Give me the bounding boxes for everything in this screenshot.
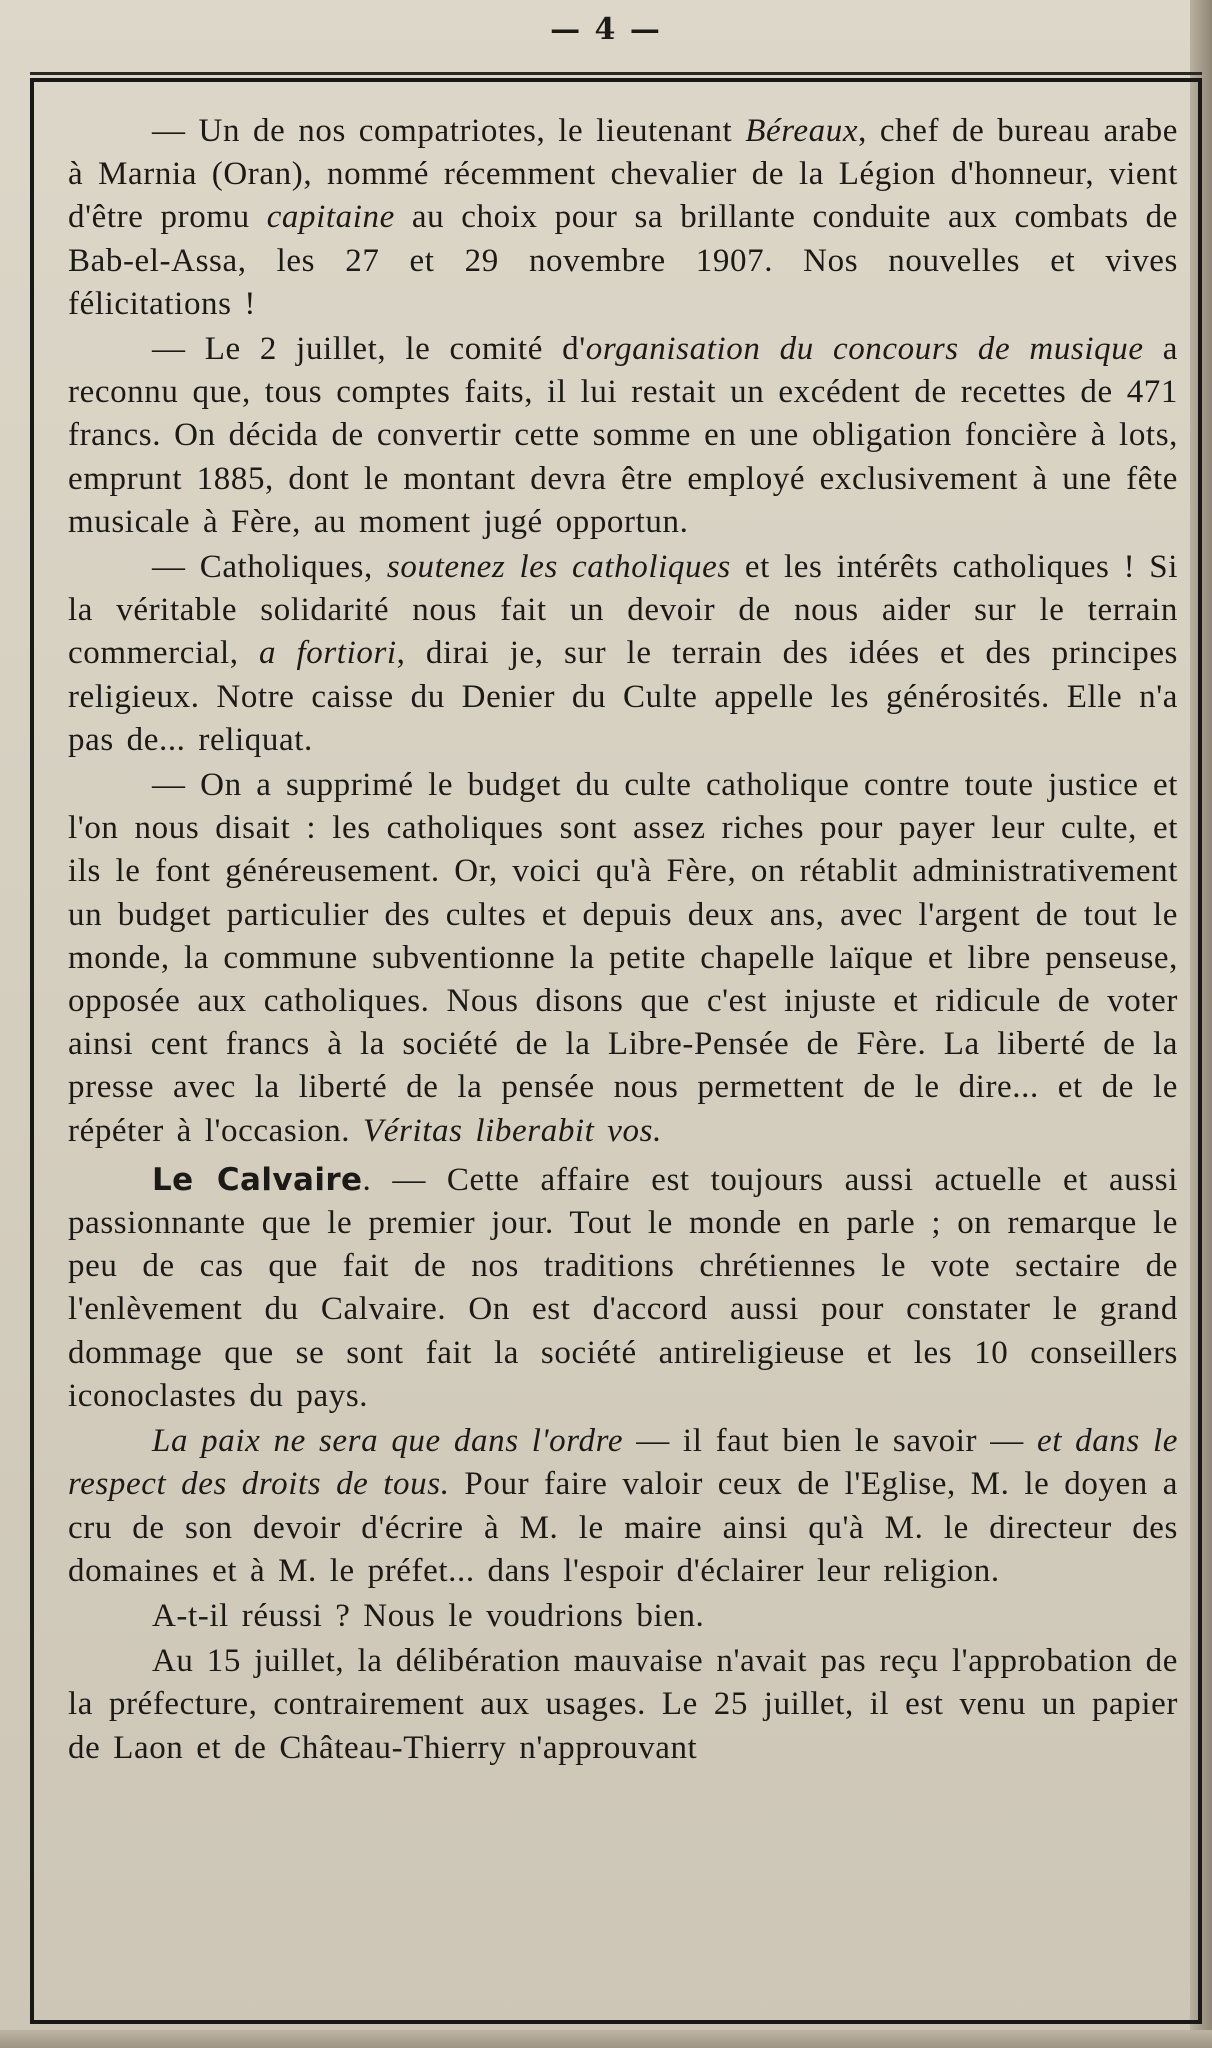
paragraph-budget xyxy=(68,764,1178,1153)
paragraph-music-contest xyxy=(68,328,1178,544)
paragraph-question xyxy=(68,1595,1178,1638)
text-run: au choix pour sa brillante conduite aux combats de Bab-el-Assa, les 27 et 29 novembre 1907. Nos nouvelles et vives félicitations ! xyxy=(68,199,1178,322)
text-run: , dirai je, sur le terrain des idées et des principes religieux. Notre caisse du Denier du Culte appelle les générosités. Elle n'a pas de... reliquat. xyxy=(68,635,1179,758)
text-run: — Catholiques, xyxy=(152,549,387,586)
paragraph-catholics xyxy=(68,546,1178,762)
paragraph-calvaire xyxy=(68,1159,1178,1418)
text-run: Au 15 juillet, la délibération mauvaise n'avait pas reçu l'approbation de la préfecture, contrairement aux usages. Le 25 juillet, il est venu un papier de Laon et de Château-Thierry n'approuvant xyxy=(68,1643,1178,1766)
article-body xyxy=(68,110,1178,1770)
text-run: et les intérêts catholiques ! Si la véritable solidarité nous fait un devoir de nous aider sur le terrain commercial, xyxy=(68,549,1179,672)
page-number: — 4 — xyxy=(550,12,662,47)
text-run: , chef de bureau arabe à Marnia (Oran), nommé récemment chevalier de la Légion d'honneur, vient d'être promu xyxy=(68,113,1179,236)
paragraph-deliberation xyxy=(68,1640,1178,1770)
paragraph-promotion xyxy=(68,110,1178,326)
italic-quote-end: et dans le respect des droits de tous. xyxy=(68,1423,1178,1503)
paragraph-peace xyxy=(68,1420,1178,1593)
text-run: — il faut bien le savoir — xyxy=(623,1423,1037,1460)
italic-motto: Véritas liberabit vos. xyxy=(363,1112,662,1149)
text-run: Pour faire valoir ceux de l'Eglise, M. le doyen a cru de son devoir d'écrire à M. le maire ainsi qu'à M. le directeur des domaines et à M. le préfet... dans l'espoir d'éclairer leur religion. xyxy=(68,1466,1178,1589)
text-run: . — Cette affaire est toujours aussi actuelle et aussi passionnante que le premier jour. Tout le monde en parle ; on remarque le peu de cas que fait de nos traditions chrétiennes le vote sectaire de l'enlèvement du Calvaire. On est d'accord aussi pour constater le grand dommage que se sont fait la société antireligieuse et les 10 conseillers iconoclastes du pays. xyxy=(68,1161,1178,1414)
text-run: — On a supprimé le budget du culte catholique contre toute justice et l'on nous disait : les catholiques sont assez riches pour payer leur culte, et ils le font généreusement. Or, voici qu'à Fère, on rétablit administrativement un budget particulier des cultes et depuis deux ans, avec l'argent de tout le monde, la commune subventionne la petite chapelle laïque et libre penseuse, opposée aux catholiques. Nous disons que c'est injuste et ridicule de voter ainsi cent francs à la société de la Libre-Pensée de Fère. La liberté de la presse avec la liberté de la pensée nous permettent de le dire... et de le répéter à l'occasion. xyxy=(68,767,1178,1149)
italic-slogan: soutenez les catholiques xyxy=(386,549,731,586)
italic-committee: organisation du concours de musique xyxy=(585,331,1144,368)
text-run: a reconnu que, tous comptes faits, il lui restait un excédent de recettes de 471 francs. On décida de convertir cette somme en une obligation foncière à lots, emprunt 1885, dont le montant devra être employé exclusivement à une fête musicale à Fère, au moment jugé opportun. xyxy=(68,331,1178,540)
text-run: — Un de nos compatriotes, le lieutenant xyxy=(152,113,746,149)
italic-name: Béreaux xyxy=(745,113,859,149)
text-run: A-t-il réussi ? Nous le voudrions bien. xyxy=(152,1597,705,1634)
italic-rank: capitaine xyxy=(266,199,395,236)
italic-latin: a fortiori xyxy=(259,635,397,672)
italic-quote: La paix ne sera que dans l'ordre xyxy=(152,1423,624,1460)
section-heading-calvaire: Le Calvaire xyxy=(152,1161,363,1198)
text-run: — Le 2 juillet, le comité d' xyxy=(152,331,586,368)
page-edge-bottom xyxy=(0,2030,1212,2048)
